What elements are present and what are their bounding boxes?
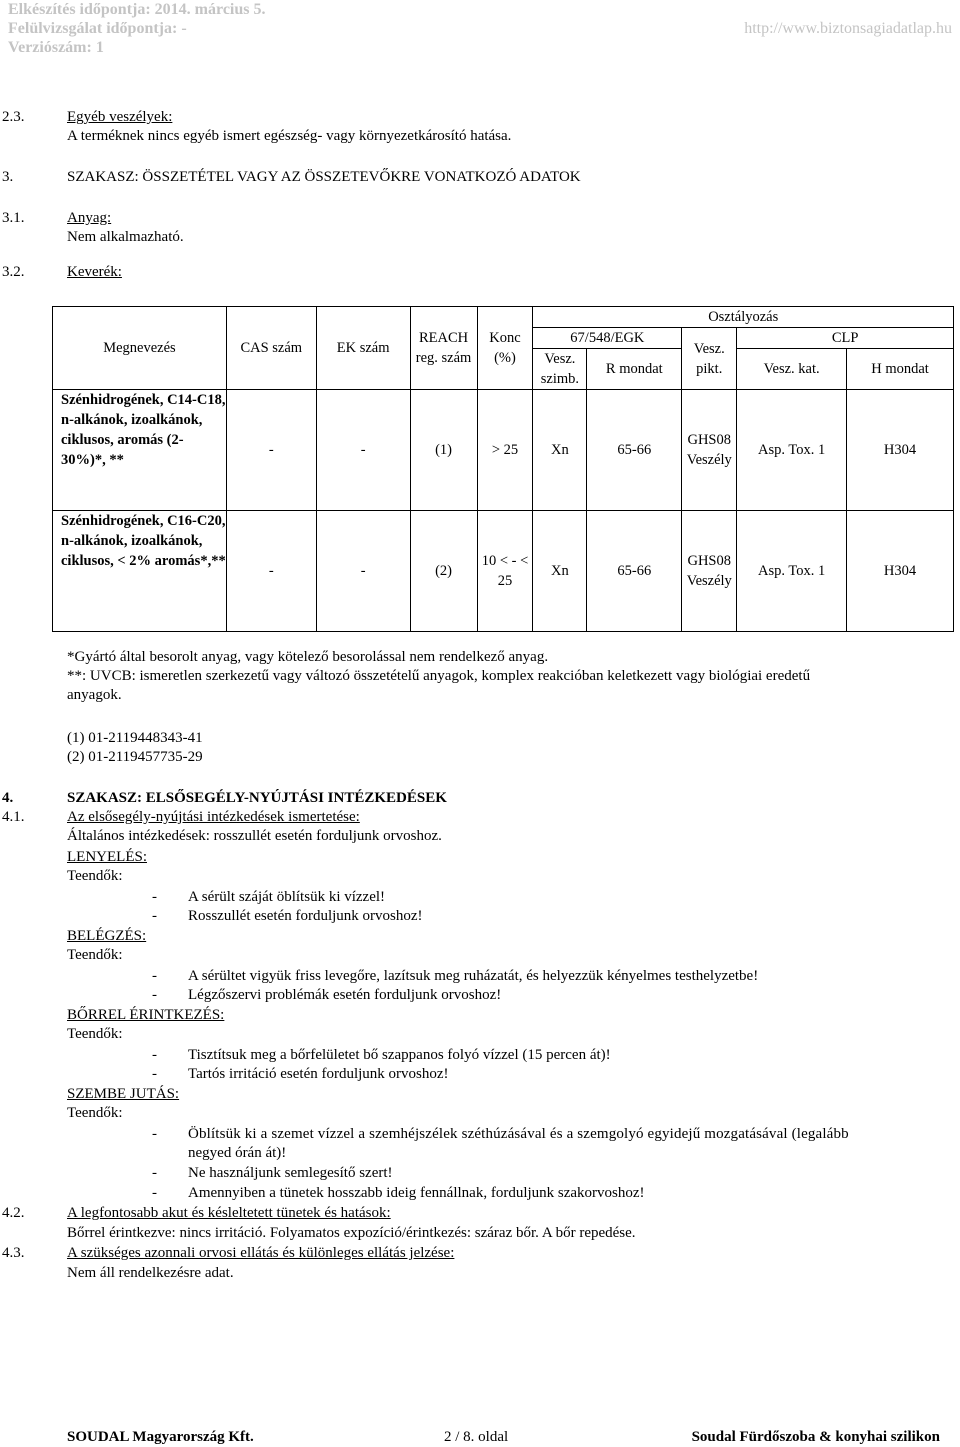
section-4-2-number: 4.2. — [2, 1205, 25, 1221]
reach-reg-2: (2) 01-2119457735-29 — [67, 749, 203, 765]
header-vesz-szimb: Vesz. szimb. — [533, 349, 587, 390]
header-h-mondat: H mondat — [847, 349, 954, 390]
h-phrase: H304 — [847, 511, 954, 632]
creation-date: Elkészítés időpontja: 2014. március 5. — [8, 1, 266, 18]
header-reach: REACH reg. szám — [410, 307, 477, 390]
header-vesz-pikt: Vesz. pikt. — [682, 328, 737, 390]
pictogram-code: GHS08 — [687, 553, 731, 569]
section-4-2-title: A legfontosabb akut és késleltetett tünetek és hatások: — [67, 1205, 391, 1221]
r-phrase: 65-66 — [587, 390, 682, 511]
list-item: Öblítsük ki a szemet vízzel a szemhéjszélek széthúzásával és a szemgolyó egyidejű mozgatásával (legalább — [188, 1126, 849, 1142]
section-3-2-title: Keverék: — [67, 264, 122, 280]
reach-number: (1) — [410, 390, 477, 511]
section-3-1-title: Anyag: — [67, 210, 112, 226]
hazard-category: Asp. Tox. 1 — [737, 511, 847, 632]
list-item: Ne használjunk semlegesítő szert! — [188, 1165, 393, 1181]
header-url-link[interactable]: http://www.biztonsagiadatlap.hu — [744, 20, 952, 37]
header-clp: CLP — [737, 328, 954, 349]
general-measures: Általános intézkedések: rosszullét esetén forduljunk orvoshoz. — [67, 828, 442, 844]
section-4-3-text: Nem áll rendelkezésre adat. — [67, 1265, 234, 1281]
pictogram-code: GHS08 — [687, 432, 731, 448]
reach-reg-1: (1) 01-2119448343-41 — [67, 730, 203, 746]
footer-company: SOUDAL Magyarország Kft. — [67, 1429, 254, 1445]
r-phrase: 65-66 — [587, 511, 682, 632]
list-item-continuation: negyed órán át)! — [188, 1145, 287, 1161]
list-item: A sérült száját öblítsük ki vízzel! — [188, 889, 386, 905]
section-2-3-text: A terméknek nincs egyéb ismert egészség- vagy környezetkárosító hatása. — [67, 128, 512, 144]
table-row — [53, 390, 954, 511]
section-4-1-title: Az elsősegély-nyújtási intézkedések ismertetése: — [67, 809, 360, 825]
revision-date: Felülvizsgálat időpontja: - — [8, 20, 187, 37]
section-3-title: SZAKASZ: ÖSSZETÉTEL VAGY AZ ÖSSZETEVŐKRE VONATKOZÓ ADATOK — [67, 169, 581, 185]
bullet-dash: - — [152, 1047, 157, 1063]
concentration: 10 < - < 25 — [477, 511, 533, 632]
note-uvcb: **: UVCB: ismeretlen szerkezetű vagy változó összetételű anyagok, komplex reakcióban keletkezett vagy biológiai eredetű — [67, 668, 811, 684]
hazard-symbol: Xn — [533, 390, 587, 511]
header-r-mondat: R mondat — [587, 349, 682, 390]
header-name: Megnevezés — [53, 307, 227, 390]
bullet-dash: - — [152, 1066, 157, 1082]
actions-label: Teendők: — [67, 1026, 123, 1042]
header-directive: 67/548/EGK — [533, 328, 682, 349]
composition-table — [52, 306, 954, 632]
substance-name: Szénhidrogének, C14-C18, n-alkánok, izoalkánok, ciklusos, aromás (2-30%)*, ** — [53, 390, 227, 511]
note-manufacturer: *Gyártó által besorolt anyag, vagy kötelező besorolással nem rendelkező anyag. — [67, 649, 549, 665]
inhalation-heading: BELÉGZÉS: — [67, 928, 147, 944]
section-4-3-number: 4.3. — [2, 1245, 25, 1261]
cas-number: - — [226, 511, 316, 632]
ek-number: - — [316, 511, 410, 632]
section-2-3-number: 2.3. — [2, 109, 25, 125]
note-uvcb-cont: anyagok. — [67, 687, 122, 703]
list-item: Tartós irritáció esetén forduljunk orvoshoz! — [188, 1066, 449, 1082]
table-row — [53, 511, 954, 632]
bullet-dash: - — [152, 889, 157, 905]
section-4-2-text: Bőrrel érintkezve: nincs irritáció. Folyamatos expozíció/érintkezés: száraz bőr. A bőr repedése. — [67, 1225, 636, 1241]
h-phrase: H304 — [847, 390, 954, 511]
bullet-dash: - — [152, 1165, 157, 1181]
pictogram-cell — [682, 511, 737, 632]
version-number: Verziószám: 1 — [8, 39, 104, 56]
header-cas: CAS szám — [226, 307, 316, 390]
bullet-dash: - — [152, 968, 157, 984]
list-item: Rosszullét esetén forduljunk orvoshoz! — [188, 908, 423, 924]
list-item: Tisztítsuk meg a bőrfelületet bő szappanos folyó vízzel (15 percen át)! — [188, 1047, 611, 1063]
eye-contact-heading: SZEMBE JUTÁS: — [67, 1086, 180, 1102]
section-2-3-title: Egyéb veszélyek: — [67, 109, 173, 125]
skin-contact-heading: BŐRREL ÉRINTKEZÉS: — [67, 1007, 225, 1023]
reach-number: (2) — [410, 511, 477, 632]
section-4-title: SZAKASZ: ELSŐSEGÉLY-NYÚJTÁSI INTÉZKEDÉSEK — [67, 790, 447, 806]
pictogram-cell — [682, 390, 737, 511]
header-vesz-kat: Vesz. kat. — [737, 349, 847, 390]
hazard-symbol: Xn — [533, 511, 587, 632]
bullet-dash: - — [152, 987, 157, 1003]
section-3-2-number: 3.2. — [2, 264, 25, 280]
signal-word: Veszély — [686, 452, 732, 468]
hazard-category: Asp. Tox. 1 — [737, 390, 847, 511]
bullet-dash: - — [152, 1185, 157, 1201]
section-4-3-title: A szükséges azonnali orvosi ellátás és különleges ellátás jelzése: — [67, 1245, 455, 1261]
header-ek: EK szám — [316, 307, 410, 390]
section-4-1-number: 4.1. — [2, 809, 25, 825]
cas-number: - — [226, 390, 316, 511]
list-item: Amennyiben a tünetek hosszabb ideig fennállnak, forduljunk szakorvoshoz! — [188, 1185, 645, 1201]
ingestion-heading: LENYELÉS: — [67, 849, 147, 865]
section-3-1-text: Nem alkalmazható. — [67, 229, 184, 245]
section-4-number: 4. — [2, 790, 14, 806]
footer-product: Soudal Fürdőszoba & konyhai szilikon — [691, 1429, 940, 1445]
ek-number: - — [316, 390, 410, 511]
list-item: Légzőszervi problémák esetén forduljunk orvoshoz! — [188, 987, 502, 1003]
section-3-number: 3. — [2, 169, 14, 185]
substance-name: Szénhidrogének, C16-C20, n-alkánok, izoalkánok, ciklusos, < 2% aromás*,** — [53, 511, 227, 632]
concentration: > 25 — [477, 390, 533, 511]
actions-label: Teendők: — [67, 868, 123, 884]
header-konc: Konc (%) — [477, 307, 533, 390]
bullet-dash: - — [152, 908, 157, 924]
bullet-dash: - — [152, 1126, 157, 1142]
header-classification: Osztályozás — [533, 307, 954, 328]
signal-word: Veszély — [686, 573, 732, 589]
actions-label: Teendők: — [67, 947, 123, 963]
list-item: A sérültet vigyük friss levegőre, lazítsuk meg ruházatát, és helyezzük kényelmes testhelyzetbe! — [188, 968, 759, 984]
footer-page-number: 2 / 8. oldal — [444, 1429, 509, 1445]
actions-label: Teendők: — [67, 1105, 123, 1121]
section-3-1-number: 3.1. — [2, 210, 25, 226]
